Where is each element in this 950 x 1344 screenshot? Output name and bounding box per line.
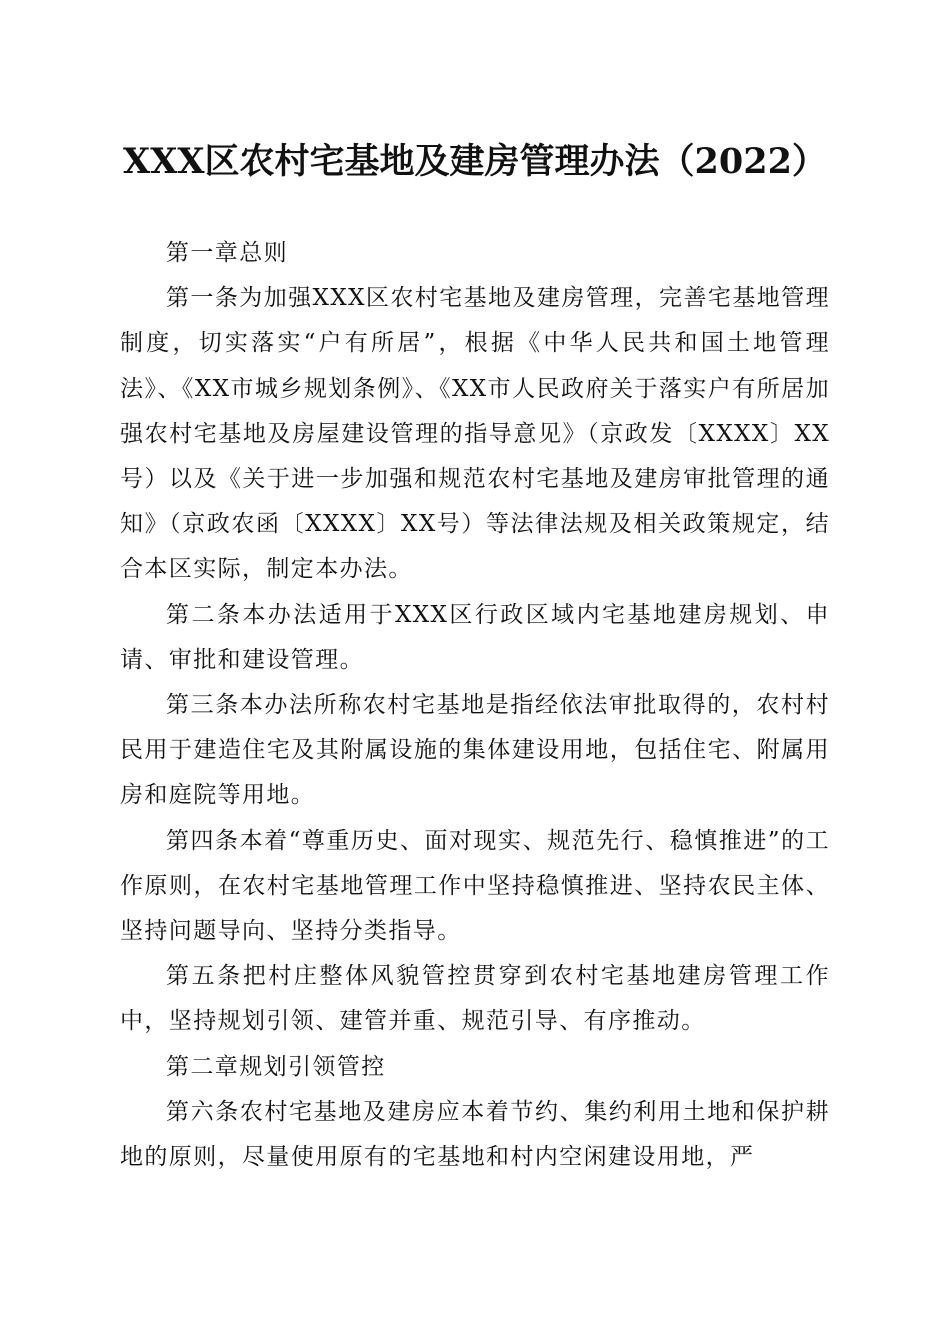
chapter-heading-1: 第一章总则 xyxy=(166,240,288,266)
article-1-paragraph: 第一条为加强XXX区农村宅基地及建房管理，完善宅基地管理制度，切实落实“户有所居”，根据《中华人民共和国土地管理法》、《XX市城乡规划条例》、《XX市人民政府关于落实户有所居加强农村宅基地及房屋建设管理的指导意见》（京政发〔XXXX〕XX号）以及《关于进一步加强和规范农村宅基地及建房审批管理的通知》（京政农函〔XXXX〕XX号）等法律法规及相关政策规定，结合本区实际，制定本办法。 xyxy=(120,285,830,583)
article-6-paragraph: 第六条农村宅基地及建房应本着节约、集约利用土地和保护耕地的原则，尽量使用原有的宅基地和村内空闲建设用地，严 xyxy=(120,1098,830,1171)
article-3-paragraph: 第三条本办法所称农村宅基地是指经依法审批取得的，农村村民用于建造住宅及其附属设施的集体建设用地，包括住宅、附属用房和庭院等用地。 xyxy=(120,692,830,809)
document-title: XXX区农村宅基地及建房管理办法（2022） xyxy=(123,141,827,182)
article-2-paragraph: 第二条本办法适用于XXX区行政区域内宅基地建房规划、申请、审批和建设管理。 xyxy=(120,601,830,673)
article-4-paragraph: 第四条本着“尊重历史、面对现实、规范先行、稳慎推进”的工作原则，在农村宅基地管理工作中坚持稳慎推进、坚持农民主体、坚持问题导向、坚持分类指导。 xyxy=(120,827,830,945)
article-5-paragraph: 第五条把村庄整体风貌管控贯穿到农村宅基地建房管理工作中，坚持规划引领、建管并重、规范引导、有序推动。 xyxy=(120,963,830,1035)
document-body xyxy=(120,231,830,1180)
chapter-heading-2: 第二章规划引领管控 xyxy=(166,1053,386,1080)
